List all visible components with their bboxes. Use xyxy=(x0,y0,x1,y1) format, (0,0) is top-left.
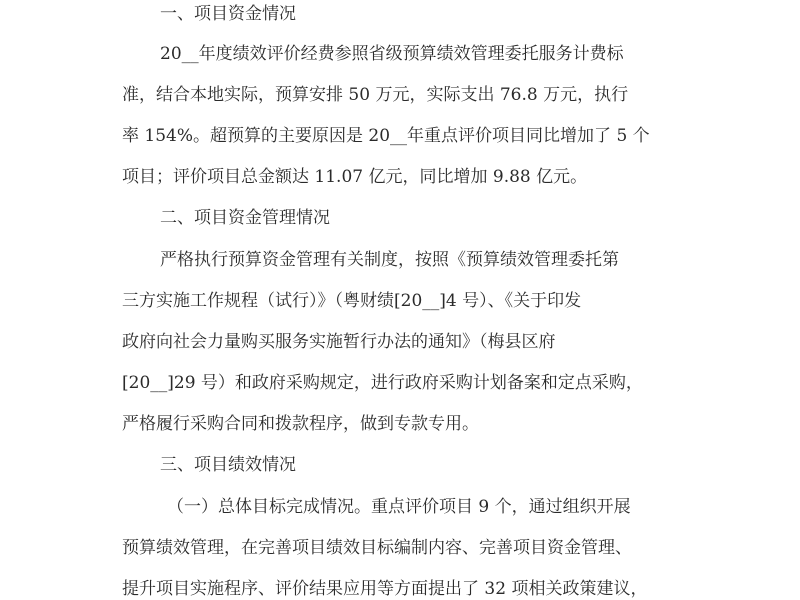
section-2-line-4: [20__]29 号）和政府采购规定，进行政府采购计划备案和定点采购， xyxy=(122,373,643,393)
section-3-line-2: 预算绩效管理，在完善项目绩效目标编制内容、完善项目资金管理、 xyxy=(122,538,632,558)
section-2-line-5: 严格履行采购合同和拨款程序，做到专款专用。 xyxy=(122,414,479,434)
section-3-line-1: （一）总体目标完成情况。重点评价项目 9 个，通过组织开展 xyxy=(167,497,631,517)
section-2-line-3: 政府向社会力量购买服务实施暂行办法的通知》（梅县区府 xyxy=(122,332,556,352)
section-3-heading: 三、项目绩效情况 xyxy=(160,455,296,475)
section-1-line-1: 20__年度绩效评价经费参照省级预算绩效管理委托服务计费标 xyxy=(160,44,624,64)
section-1-line-3: 率 154%。超预算的主要原因是 20__年重点评价项目同比增加了 5 个 xyxy=(122,126,650,146)
section-1-heading: 一、项目资金情况 xyxy=(160,4,296,24)
section-1-line-2: 准，结合本地实际，预算安排 50 万元，实际支出 76.8 万元，执行 xyxy=(122,85,629,105)
section-2-heading: 二、项目资金管理情况 xyxy=(160,208,330,228)
section-2-line-1: 严格执行预算资金管理有关制度，按照《预算绩效管理委托第 xyxy=(160,250,619,270)
section-1-line-4: 项目；评价项目总金额达 11.07 亿元，同比增加 9.88 亿元。 xyxy=(122,167,588,187)
section-2-line-2: 三方实施工作规程（试行）》（粤财绩[20__]4 号）、《关于印发 xyxy=(122,291,582,311)
section-3-line-3: 提升项目实施程序、评价结果应用等方面提出了 32 项相关政策建议， xyxy=(122,579,648,599)
